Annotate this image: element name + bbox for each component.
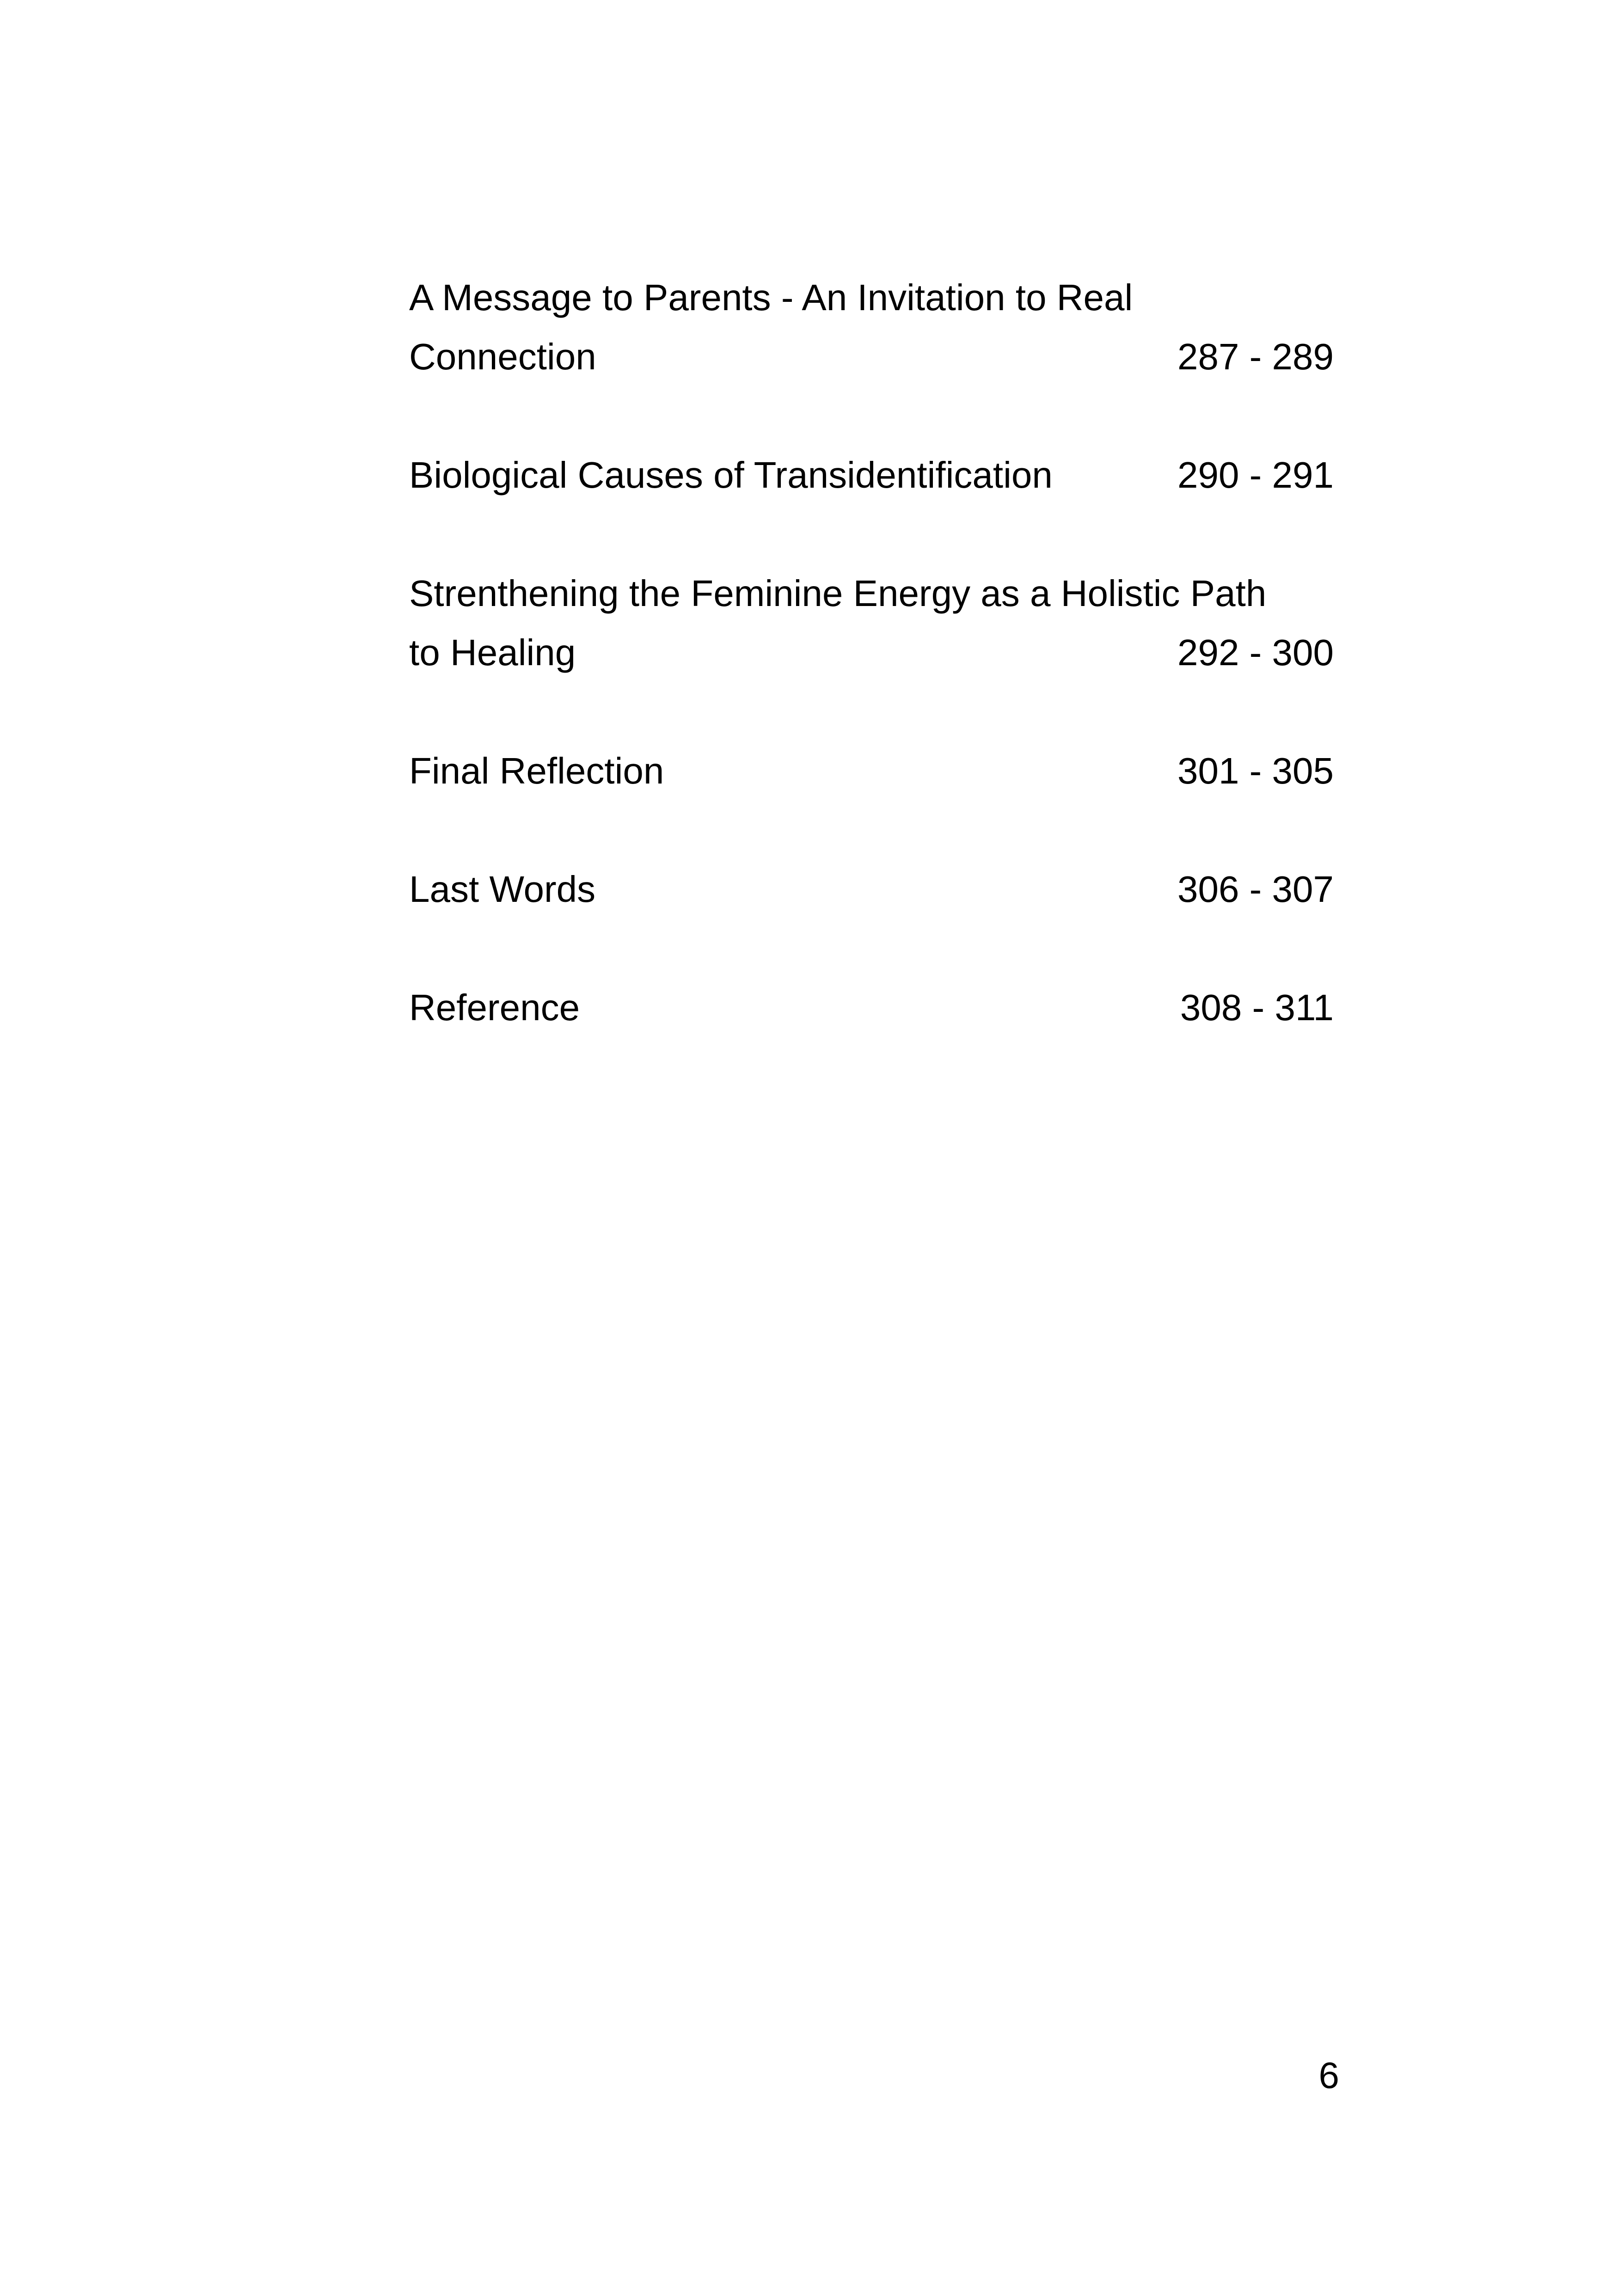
toc-entry-title-line: Reference (409, 987, 580, 1028)
toc-entry-title-line: to Healing (409, 632, 576, 673)
toc-entry-pages: 292 - 300 (1177, 632, 1334, 673)
toc-entry-pages: 301 - 305 (1177, 750, 1334, 791)
toc-entry-title-line: Last Words (409, 869, 596, 910)
toc-entry-title-line: A Message to Parents - An Invitation to Real (409, 277, 1133, 318)
toc-entry-pages: 290 - 291 (1177, 454, 1334, 496)
toc-entry-message-to-parents (409, 268, 1334, 386)
toc-entry-biological-causes (409, 446, 1334, 505)
page-number: 6 (1318, 2055, 1339, 2096)
table-of-contents (409, 268, 1334, 1096)
toc-entry-feminine-energy (409, 564, 1334, 682)
toc-entry-title-line: Connection (409, 336, 596, 377)
toc-entry-pages: 308 - 311 (1180, 987, 1334, 1028)
toc-entry-reference (409, 978, 1334, 1037)
toc-entry-last-words (409, 860, 1334, 919)
toc-entry-pages: 287 - 289 (1177, 336, 1334, 377)
toc-entry-final-reflection (409, 741, 1334, 801)
toc-entry-pages: 306 - 307 (1177, 869, 1334, 910)
toc-entry-title-line: Biological Causes of Transidentification (409, 454, 1053, 496)
toc-entry-title-line: Strenthening the Feminine Energy as a Holistic Path (409, 573, 1267, 614)
toc-entry-title-line: Final Reflection (409, 750, 664, 791)
